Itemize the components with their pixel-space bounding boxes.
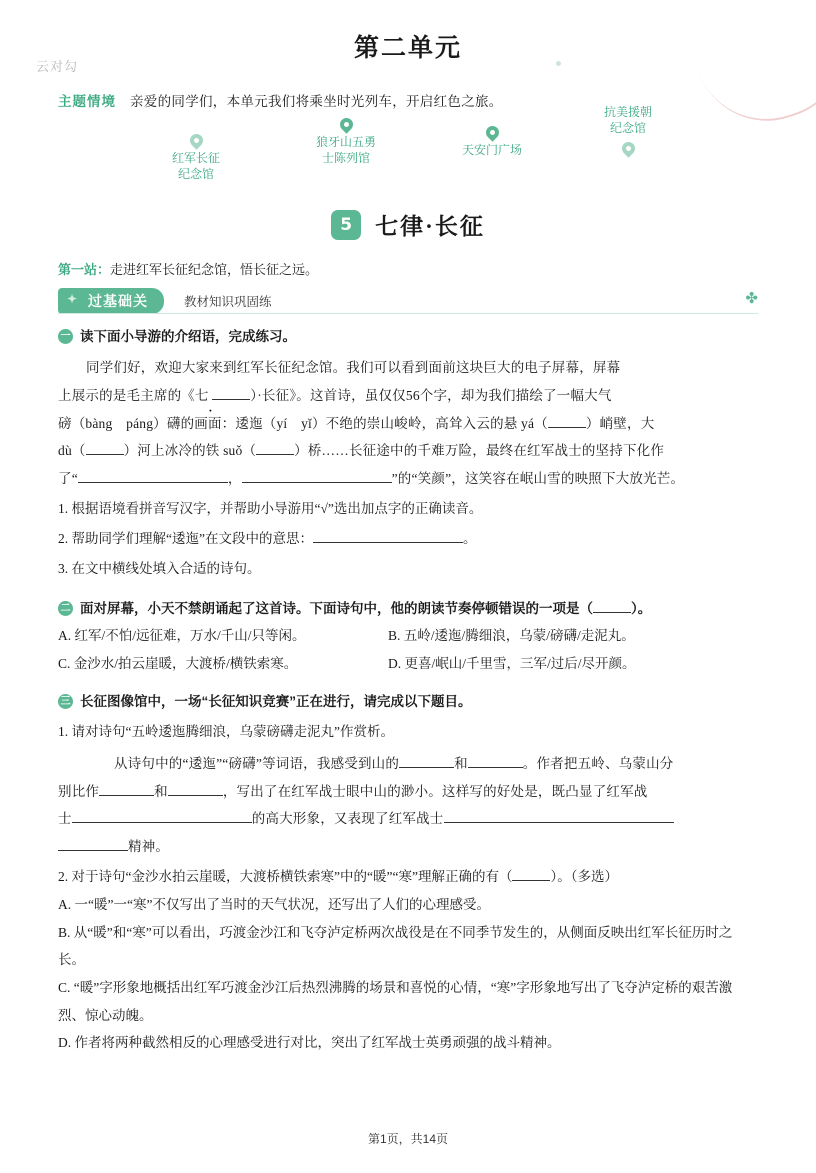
section-chip-label: 过基础关: [88, 295, 148, 310]
leaf-icon: ✤: [745, 291, 758, 307]
question-3-item-1-body: [58, 750, 758, 861]
route-stops: [58, 105, 758, 192]
section-chip: [58, 288, 164, 314]
passage-line-3a: 磅（bàng páng）礴的画面：逶迤（yí yǐ）不绝的崇山峻岭，高耸入云的悬 yá（: [58, 415, 548, 431]
question-1-sub-2-text: 2. 帮助同学们理解“逶迤”在文段中的意思：: [58, 531, 313, 547]
question-1: [58, 324, 758, 584]
answer-blank[interactable]: [58, 850, 128, 851]
passage-line-4b: ）河上冰冷的铁 suǒ（: [123, 443, 257, 459]
page-footer: 第1页，共14页: [367, 1132, 449, 1146]
option-d[interactable]: D. 作者将两种截然相反的心理感受进行对比，突出了红军战士英勇顽强的战斗精神。: [58, 1035, 561, 1051]
option-d[interactable]: D. 更喜/岷山/千里雪，三军/过后/尽开颜。: [388, 655, 636, 671]
scenario-label: 主题情境: [58, 94, 116, 109]
item1-line4: 精神。: [128, 839, 170, 855]
dot-decoration: [556, 61, 561, 66]
stop-label-line2: 纪念馆: [609, 121, 646, 136]
option-c[interactable]: C. 金沙水/拍云崖暖，大渡桥/横铁索寒。: [58, 655, 298, 671]
passage-line-2a: 上展示的是毛主席的《七: [58, 387, 209, 403]
answer-blank[interactable]: [468, 767, 523, 768]
station-label: 第一站：: [58, 262, 111, 277]
blank-paren: [86, 454, 124, 455]
question-1-head: [58, 324, 758, 350]
scenario-text: 亲爱的同学们，本单元我们将乘坐时光列车，开启红色之旅。: [130, 94, 503, 109]
question-2-head: [58, 596, 758, 622]
answer-blank[interactable]: [72, 822, 252, 823]
option-b[interactable]: B. 从“暖”和“寒”可以看出，巧渡金沙江和飞夺泸定桥两次战役是在不同季节发生的，从侧面反映出红军长征历时之长。: [58, 924, 733, 968]
blank-paren[interactable]: [512, 880, 550, 881]
stop-label-line2: 士陈列馆: [321, 151, 370, 166]
answer-blank[interactable]: [313, 542, 463, 543]
bullet-two-icon: 二: [58, 601, 73, 616]
blank-paren[interactable]: [593, 612, 631, 613]
page-title: 第二单元: [353, 35, 462, 62]
question-3-item-1-head: 1. 请对诗句“五岭逶迤腾细浪，乌蒙磅礴走泥丸”作赏析。: [58, 723, 394, 739]
lesson-title: 七律·长征: [375, 214, 485, 239]
answer-blank[interactable]: [78, 482, 228, 483]
blank-paren: [256, 454, 294, 455]
passage-line-2b: ）·长征》。这首诗，虽仅仅56个字，却为我们描绘了一幅大气: [250, 387, 612, 403]
passage-line-1: 同学们好，欢迎大家来到红军长征纪念馆。我们可以看到面前这块巨大的电子屏幕，屏幕: [86, 360, 621, 376]
star-icon: ✦: [67, 292, 79, 306]
question-2-title: 面对屏幕，小天不禁朗诵起了这首诗。下面诗句中，他的朗读节奏停顿错误的一项是（: [80, 600, 593, 616]
option-row: [58, 622, 758, 650]
stop-3: [446, 126, 538, 158]
answer-blank[interactable]: [399, 767, 454, 768]
document-page: [0, 28, 816, 1173]
item1-line3b: 的高大形象，又表现了红军战士: [251, 811, 444, 827]
question-3: [58, 689, 758, 1057]
stop-label-line1: 天安门广场: [461, 143, 522, 157]
option-row: [58, 650, 758, 678]
item1-line1c: 。作者把五岭、乌蒙山分: [522, 756, 674, 772]
blank-paren: [212, 399, 250, 400]
stop-4: [586, 105, 670, 136]
stop-1: [154, 134, 238, 182]
pinyin-dot-lv: [209, 388, 213, 403]
divider: [58, 313, 758, 314]
map-pin-icon: [337, 115, 355, 133]
question-2-options: [58, 622, 758, 677]
station-line: [58, 259, 758, 278]
option-a[interactable]: A. 红军/不怕/远征难，万水/千山/只等闲。: [58, 628, 306, 644]
item1-line1b: 和: [454, 756, 468, 772]
stop-label-line1: 红军长征: [171, 151, 220, 165]
stop-2: [300, 118, 392, 166]
question-3-title: 长征图像馆中，一场“长征知识竞赛”正在进行，请完成以下题目。: [80, 694, 472, 710]
question-3-head: [58, 689, 758, 715]
section-banner: [58, 288, 758, 312]
map-pin-icon: [483, 123, 501, 141]
question-1-sub-2-end: 。: [462, 531, 477, 547]
question-1-title: 读下面小导游的介绍语，完成练习。: [80, 329, 296, 344]
item1-line1a: 从诗句中的“逶迤”“磅礴”等词语，我感受到山的: [114, 756, 400, 772]
passage-line-4a: dù（: [58, 443, 86, 459]
passage-line-5c: ”的“笑颜”，这笑容在岷山雪的映照下大放光芒。: [391, 471, 685, 486]
question-3-options: [58, 891, 758, 1057]
question-2-title-end: ）。: [631, 600, 652, 616]
item1-line2a: 别比作: [58, 783, 100, 799]
watermark: 云对勾: [36, 59, 79, 74]
option-c[interactable]: C. “暖”字形象地概括出红军巧渡金沙江后热烈沸腾的场景和喜悦的心情，“寒”字形象地写出了飞夺泸定桥的艰苦激烈、惊心动魄。: [58, 980, 733, 1023]
stop-label-line1: 抗美援朝: [603, 105, 652, 119]
section-subtitle: 教材知识巩固练: [184, 295, 272, 309]
stop-label-line2: 纪念馆: [177, 167, 214, 182]
question-2: [58, 596, 758, 678]
item1-line2b: 和: [154, 783, 168, 799]
question-1-passage: [58, 354, 758, 492]
question-1-sub-3: 3. 在文中横线处填入合适的诗句。: [58, 561, 261, 577]
map-pin-icon: [187, 131, 205, 149]
item2-text-end: ）。（多选）: [550, 868, 618, 884]
passage-line-4c: ）桥……长征途中的千难万险，最终在红军战士的坚持下化作: [294, 443, 665, 459]
answer-blank[interactable]: [242, 482, 392, 483]
bullet-one-icon: 一: [58, 329, 73, 344]
map-pin-icon: [619, 139, 637, 157]
option-a[interactable]: A. 一“暖”一“寒”不仅写出了当时的天气状况，还写出了人们的心理感受。: [58, 897, 490, 913]
item1-line3a: 士: [58, 811, 72, 827]
blank-paren: [548, 427, 586, 428]
answer-blank[interactable]: [168, 795, 223, 796]
item1-line2c: ，写出了在红军战士眼中山的渺小。这样写的好处是，既凸显了红军战: [222, 783, 648, 799]
stop-label-line1: 狼牙山五勇: [315, 135, 376, 149]
passage-line-5b: ，: [227, 471, 242, 486]
question-1-sub-1: 1. 根据语境看拼音写汉字，并帮助小导游用“√”选出加点字的正确读音。: [58, 500, 483, 516]
station-text: 走进红军长征纪念馆，悟长征之远。: [110, 262, 319, 277]
answer-blank[interactable]: [99, 795, 154, 796]
answer-blank[interactable]: [444, 822, 674, 823]
lesson-header: [58, 208, 758, 241]
passage-line-3b: ）峭壁，大: [585, 415, 655, 431]
passage-line-5a: 了“: [58, 471, 78, 486]
bullet-three-icon: 三: [58, 694, 73, 709]
lesson-number: 5: [331, 210, 361, 240]
item2-text: 2. 对于诗句“金沙水拍云崖暖，大渡桥横铁索寒”中的“暖”“寒”理解正确的有（: [58, 868, 513, 884]
question-3-item-2-head: [58, 863, 758, 891]
question-1-sub-2: [58, 525, 758, 553]
option-b[interactable]: B. 五岭/逶迤/腾细浪，乌蒙/磅礴/走泥丸。: [388, 628, 635, 644]
